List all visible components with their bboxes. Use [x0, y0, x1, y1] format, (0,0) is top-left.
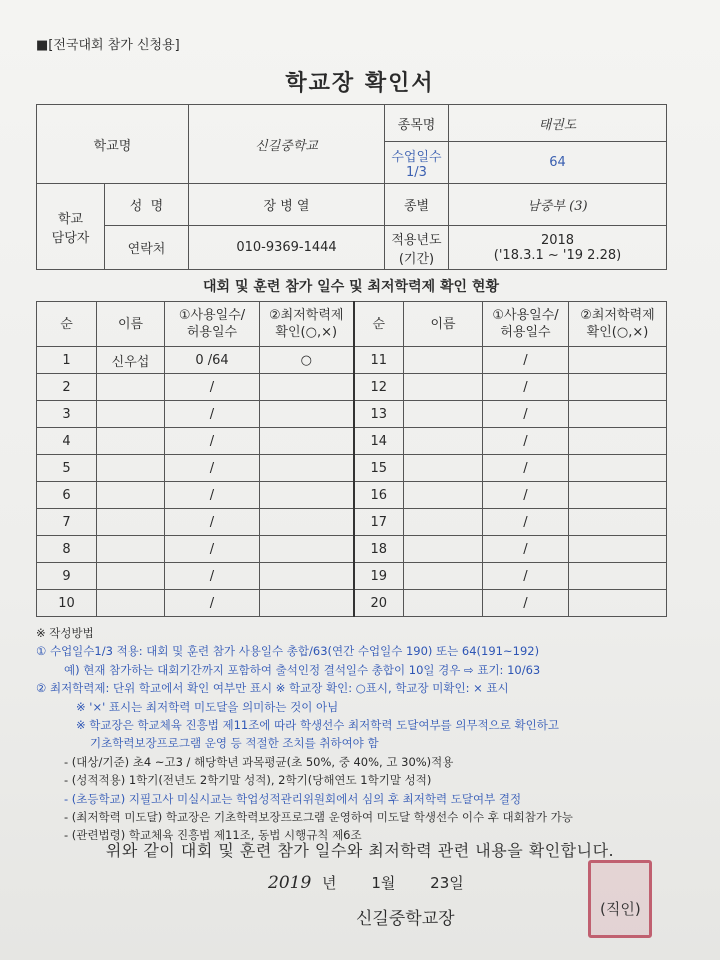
row-min-right — [569, 509, 667, 536]
header-min-right-line1: ②최저학력제 — [580, 308, 655, 323]
row-min — [260, 401, 354, 428]
row-min-right — [569, 563, 667, 590]
year-value-line1: 2018 — [540, 232, 575, 248]
row-days-right: / — [483, 590, 569, 617]
writing-instructions — [36, 624, 686, 845]
row-no: 5 — [37, 455, 97, 482]
class-days-value: 64 — [449, 142, 667, 184]
row-name — [97, 482, 165, 509]
row-days: / — [165, 428, 260, 455]
date-year: 2019 — [268, 873, 312, 893]
row-min-right — [569, 374, 667, 401]
row-no-right: 14 — [354, 428, 404, 455]
contact-label: 연락처 — [105, 226, 189, 270]
year-label — [385, 226, 449, 270]
school-name-value: 신길중학교 — [189, 105, 385, 184]
row-name-right — [404, 509, 483, 536]
header-days — [165, 302, 260, 347]
row-no-right: 15 — [354, 455, 404, 482]
row-days-right: / — [483, 509, 569, 536]
note-8: - (최저학력 미도달) 학교장은 기초학력보장프로그램 운영하여 미도달 학생선수 이수 후 대회참가 가능 — [64, 810, 573, 825]
contact-value: 010-9369-1444 — [189, 226, 385, 270]
row-days: / — [165, 401, 260, 428]
row-days: 0 /64 — [165, 347, 260, 374]
confirmation-statement: 위와 같이 대회 및 훈련 참가 일수와 최저학력 관련 내용을 확인합니다. — [105, 841, 615, 860]
row-min-right — [569, 428, 667, 455]
signature-date — [268, 872, 470, 893]
row-days-right: / — [483, 347, 569, 374]
note-6: - (성적적용) 1학기(전년도 2학기말 성적), 2학기(당해연도 1학기말 성적) — [64, 773, 432, 788]
notes-heading: ※ 작성방법 — [36, 626, 94, 640]
row-min — [260, 536, 354, 563]
manager-label-line2: 담당자 — [51, 230, 90, 246]
header-days-right-line1: ①사용일수/ — [492, 308, 559, 323]
header-min-right — [569, 302, 667, 347]
row-days-right: / — [483, 455, 569, 482]
row-min — [260, 374, 354, 401]
seal-label: (직인) — [600, 900, 641, 918]
participation-header-row — [37, 302, 667, 347]
school-name-label: 학교명 — [37, 105, 189, 184]
row-min-right — [569, 455, 667, 482]
year-value — [449, 226, 667, 270]
note-3: ※ '×' 표시는 최저학력 미도달을 의미하는 것이 아님 — [76, 699, 339, 714]
table-row — [37, 563, 667, 590]
row-min-right — [569, 401, 667, 428]
header-min-line1: ②최저학력제 — [269, 308, 344, 323]
document-title: 학교장 확인서 — [285, 71, 435, 96]
row-min-right — [569, 590, 667, 617]
row-name: 신우섭 — [97, 347, 165, 374]
header-days-right-line2: 허용일수 — [500, 325, 551, 340]
section-title: 대회 및 훈련 참가 일수 및 최저학력제 확인 현황 — [203, 279, 499, 295]
row-days-right: / — [483, 563, 569, 590]
participation-table — [36, 301, 667, 617]
table-row — [37, 482, 667, 509]
row-days: / — [165, 374, 260, 401]
row-name — [97, 428, 165, 455]
row-name-right — [404, 455, 483, 482]
note-9: - (관련법령) 학교체육 진흥법 제11조, 동법 시행규칙 제6조 — [64, 828, 362, 843]
class-days-label-line1: 수업일수 — [391, 149, 442, 165]
header-min-line2: 확인(○,×) — [275, 325, 338, 340]
manager-label — [37, 184, 105, 270]
row-name-right — [404, 428, 483, 455]
table-row — [37, 374, 667, 401]
date-year-unit: 년 — [322, 874, 337, 892]
row-no-right: 17 — [354, 509, 404, 536]
row-min — [260, 563, 354, 590]
year-value-line2: ('18.3.1 ~ '19 2.28) — [493, 247, 622, 263]
row-min — [260, 590, 354, 617]
row-name-right — [404, 590, 483, 617]
header-name-right: 이름 — [404, 302, 483, 347]
row-name-right — [404, 482, 483, 509]
row-no: 8 — [37, 536, 97, 563]
row-no-right: 16 — [354, 482, 404, 509]
row-name — [97, 455, 165, 482]
form-type-label: ■[전국대회 참가 신청용] — [36, 38, 180, 53]
note-1a: ① 수업일수1/3 적용: 대회 및 훈련 참가 사용일수 총합/63(연간 수업일수 190) 또는 64(191~192) — [36, 644, 540, 659]
header-no: 순 — [37, 302, 97, 347]
row-no-right: 20 — [354, 590, 404, 617]
row-days: / — [165, 536, 260, 563]
row-days-right: / — [483, 428, 569, 455]
row-days-right: / — [483, 536, 569, 563]
row-min — [260, 455, 354, 482]
year-label-line2: (기간) — [398, 251, 435, 267]
row-min-right — [569, 347, 667, 374]
row-days: / — [165, 482, 260, 509]
year-label-line1: 적용년도 — [391, 232, 442, 248]
manager-label-line1: 학교 — [57, 211, 84, 227]
header-days-line2: 허용일수 — [186, 325, 238, 340]
row-name-right — [404, 536, 483, 563]
table-row — [37, 401, 667, 428]
note-4a: ※ 학교장은 학교체육 진흥법 제11조에 따라 학생선수 최저학력 도달여부를 의무적으로 확인하고 — [76, 718, 559, 733]
row-min — [260, 509, 354, 536]
row-days: / — [165, 590, 260, 617]
row-name-right — [404, 563, 483, 590]
note-2: ② 최저학력제: 단위 학교에서 확인 여부만 표시 ※ 학교장 확인: ○표시, 학교장 미확인: × 표시 — [36, 681, 509, 696]
header-name: 이름 — [97, 302, 165, 347]
table-row — [37, 590, 667, 617]
row-no: 1 — [37, 347, 97, 374]
row-no: 6 — [37, 482, 97, 509]
principal-name: 신길중학교장 — [356, 909, 455, 929]
row-no-right: 12 — [354, 374, 404, 401]
row-no-right: 18 — [354, 536, 404, 563]
sport-value: 태권도 — [449, 105, 667, 142]
table-row — [37, 536, 667, 563]
table-row — [37, 347, 667, 374]
row-min-right — [569, 536, 667, 563]
row-no: 7 — [37, 509, 97, 536]
row-name-right — [404, 401, 483, 428]
note-1b: 예) 현재 참가하는 대회기간까지 포함하여 출석인정 결석일수 총합이 10일 경우 ⇨ 표기: 10/63 — [64, 662, 541, 677]
row-min-right — [569, 482, 667, 509]
row-no: 4 — [37, 428, 97, 455]
header-min-right-line2: 확인(○,×) — [586, 325, 649, 340]
row-name-right — [404, 347, 483, 374]
row-no-right: 19 — [354, 563, 404, 590]
row-name — [97, 536, 165, 563]
row-days-right: / — [483, 374, 569, 401]
row-days-right: / — [483, 401, 569, 428]
row-min — [260, 428, 354, 455]
note-5: - (대상/기준) 초4 ~고3 / 해당학년 과목평균(초 50%, 중 40%, 고 30%)적용 — [64, 754, 454, 769]
table-row — [37, 428, 667, 455]
note-7: - (초등학교) 지필고사 미실시교는 학업성적관리위원회에서 심의 후 최저학력 도달여부 결정 — [64, 791, 522, 806]
sport-label: 종목명 — [385, 105, 449, 142]
row-no-right: 11 — [354, 347, 404, 374]
row-min: ○ — [260, 347, 354, 374]
header-days-right — [483, 302, 569, 347]
class-days-label — [385, 142, 449, 184]
date-month: 1월 — [371, 874, 396, 892]
row-days: / — [165, 455, 260, 482]
row-name — [97, 401, 165, 428]
row-name — [97, 563, 165, 590]
row-name — [97, 590, 165, 617]
row-no: 2 — [37, 374, 97, 401]
row-no-right: 13 — [354, 401, 404, 428]
row-min — [260, 482, 354, 509]
date-day: 23일 — [430, 874, 464, 892]
row-name — [97, 509, 165, 536]
row-no: 9 — [37, 563, 97, 590]
category-label: 종별 — [385, 184, 449, 226]
name-label: 성 명 — [105, 184, 189, 226]
class-days-label-line2: 1/3 — [406, 164, 427, 180]
row-no: 3 — [37, 401, 97, 428]
row-name — [97, 374, 165, 401]
table-row — [37, 455, 667, 482]
row-days: / — [165, 563, 260, 590]
row-days: / — [165, 509, 260, 536]
header-no-right: 순 — [354, 302, 404, 347]
table-row — [37, 509, 667, 536]
school-info-table — [36, 104, 667, 270]
category-value: 남중부 (3) — [449, 184, 667, 226]
row-no: 10 — [37, 590, 97, 617]
header-days-line1: ①사용일수/ — [178, 308, 246, 323]
header-min — [260, 302, 354, 347]
participation-body — [37, 347, 667, 617]
row-days-right: / — [483, 482, 569, 509]
note-4b: 기초학력보장프로그램 운영 등 적절한 조치를 취하여야 함 — [90, 736, 379, 751]
name-value: 장 병 열 — [189, 184, 385, 226]
row-name-right — [404, 374, 483, 401]
